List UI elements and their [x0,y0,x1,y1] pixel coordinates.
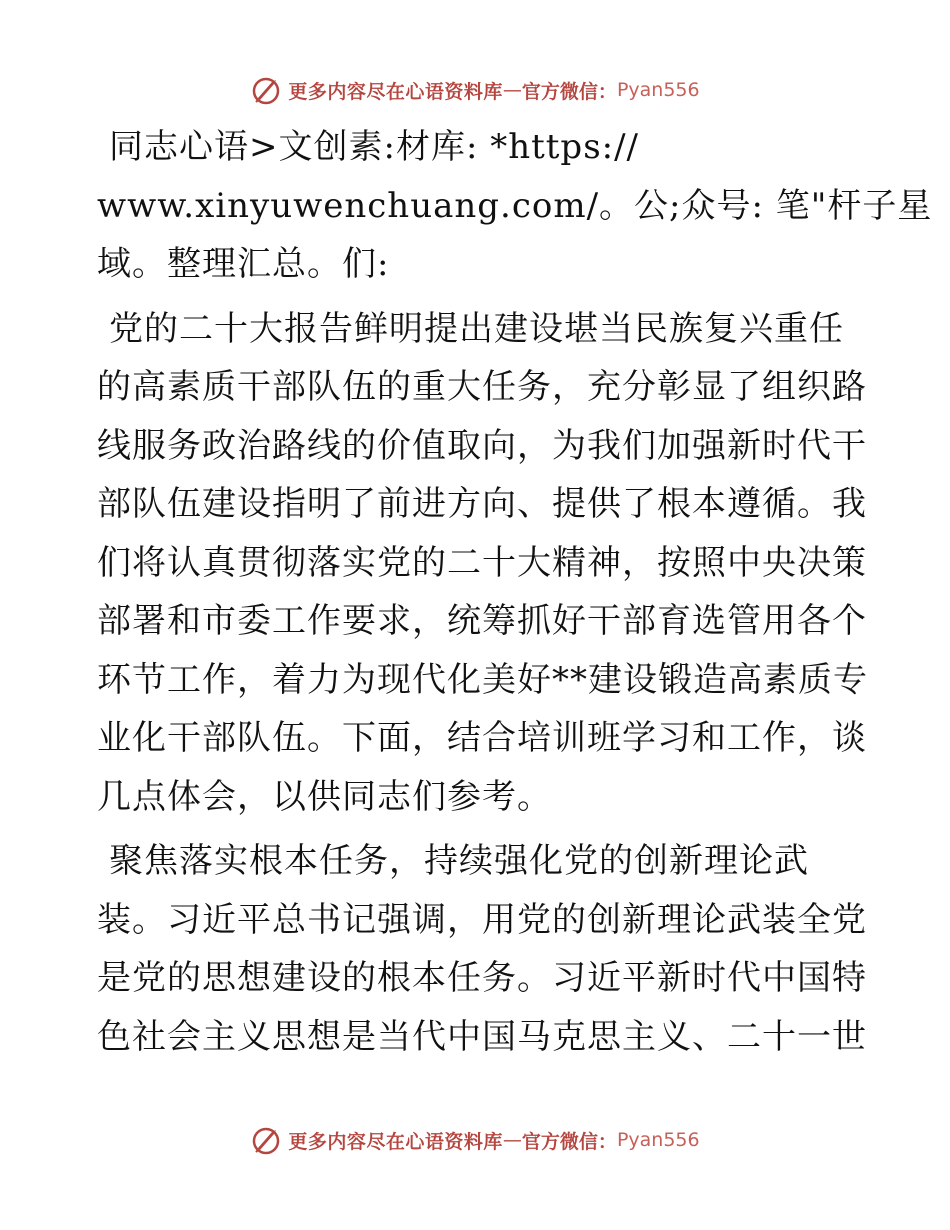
quill-logo-icon [250,1124,282,1156]
text-line: 业化干部队伍。下面，结合培训班学习和工作，谈 [97,718,867,758]
paragraph [97,118,933,294]
text-line: 环节工作，着力为现代化美好**建设锻造高素质专 [97,659,868,700]
watermark-text: 更多内容尽在心语资料库 [288,1130,503,1153]
quill-logo-icon [250,74,282,106]
text-line: 部队伍建设指明了前进方向、提供了根本遵循。我 [97,484,867,524]
paragraph [97,300,868,827]
watermark-wechat-id: Pyan556 [616,79,700,101]
text-line: 几点体会，以供同志们参考。 [97,776,552,817]
document-body [97,118,933,1072]
text-line: 装。习近平总书记强调，用党的创新理论武装全党 [97,899,867,940]
text-line: 线服务政治路线的价值取向，为我们加强新时代干 [97,425,867,466]
text-line: 是党的思想建设的根本任务。习近平新时代中国特 [97,958,867,998]
text-line: 色社会主义思想是当代中国马克思主义、二十一世 [97,1016,867,1057]
watermark-wechat-id: Pyan556 [616,1129,700,1151]
text-line: 同志心语>文创素:材库: *https:// [109,127,640,167]
watermark-wechat-label: 官方微信： [521,1130,617,1153]
text-line: 的高素质干部队伍的重大任务，充分彰显了组织路 [97,367,867,407]
watermark-separator: — [502,79,522,101]
text-line: 域。整理汇总。们: [97,244,390,284]
text-line: 们将认真贯彻落实党的二十大精神，按照中央决策 [97,542,867,583]
text-line: www.xinyuwenchuang.com/。公;众号: 笔"杆子星 [97,185,933,226]
watermark-text: 更多内容尽在心语资料库 [288,80,503,103]
text-line: 党的二十大报告鲜明提出建设堪当民族复兴重任 [109,308,844,349]
header-watermark [0,70,950,110]
watermark-wechat-label: 官方微信： [521,80,617,103]
footer-watermark [0,1120,950,1160]
paragraph [97,832,867,1066]
text-line: 聚焦落实根本任务，持续强化党的创新理论武 [109,841,809,881]
watermark-separator: — [502,1129,522,1151]
text-line: 部署和市委工作要求，统筹抓好干部育选管用各个 [97,601,867,641]
